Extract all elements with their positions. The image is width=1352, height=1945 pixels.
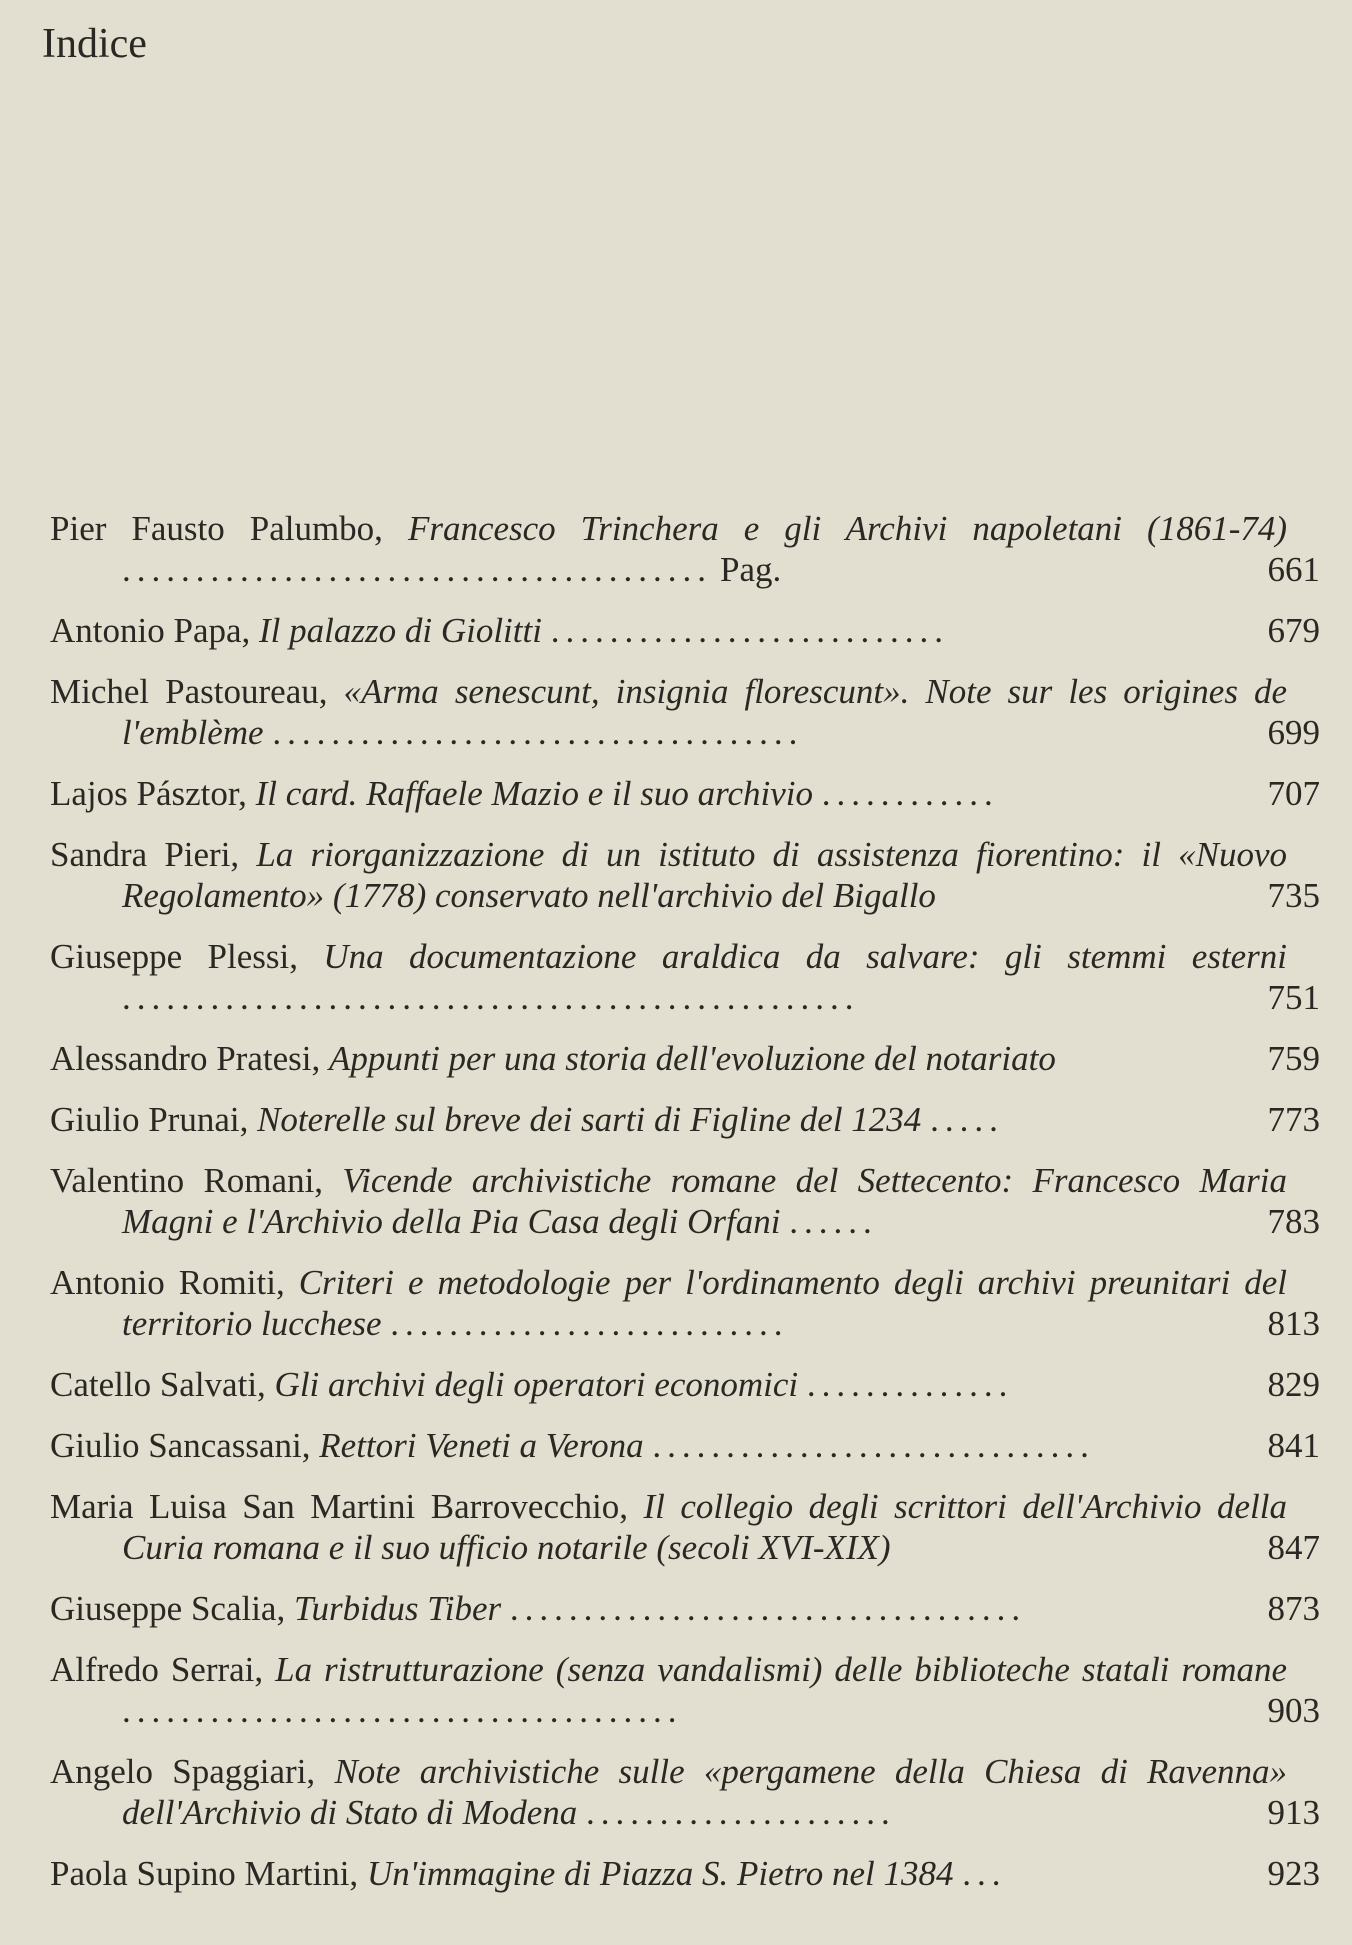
entry-title: Note archivistiche sulle «pergamene della Chiesa di Ravenna» dell'Archivio di Stato di Modena: [122, 1752, 1287, 1832]
page-number: 829: [1267, 1365, 1320, 1404]
entry-author: Maria Luisa San Martini Barrovecchio,: [50, 1487, 629, 1526]
entry-author: Giuseppe Plessi,: [50, 937, 298, 976]
page-title: Indice: [42, 21, 147, 67]
entry-title: Gli archivi degli operatori economici: [274, 1365, 799, 1404]
entry-title: Noterelle sul breve dei sarti di Figline del 1234: [257, 1100, 922, 1139]
entry-title: Turbidus Tiber: [293, 1589, 502, 1628]
entry-text: [50, 671, 1287, 753]
page-number: 913: [1267, 1793, 1320, 1832]
page-number: 759: [1267, 1039, 1320, 1078]
page-number: 847: [1267, 1528, 1320, 1567]
toc-entry: [50, 671, 1320, 753]
entry-text: [50, 1099, 1287, 1140]
entry-text: [50, 834, 1287, 916]
page-number: 841: [1267, 1426, 1320, 1465]
page-number: 873: [1267, 1589, 1320, 1628]
leader-dots: ......: [789, 1202, 878, 1241]
page-number: 903: [1267, 1691, 1320, 1730]
entry-author: Angelo Spaggiari,: [50, 1752, 316, 1791]
toc-entry: [50, 1262, 1320, 1344]
entry-text: [50, 1486, 1287, 1568]
toc-entry: [50, 610, 1320, 651]
toc-entry: [50, 1588, 1320, 1629]
page-number: 661: [1267, 550, 1320, 589]
page-number: 699: [1267, 713, 1320, 752]
entry-text: [50, 1588, 1287, 1629]
entry-author: Michel Pastoureau,: [50, 672, 328, 711]
leader-dots: .....: [930, 1100, 1004, 1139]
toc-entry: [50, 834, 1320, 916]
leader-dots: ......................................: [122, 1691, 683, 1730]
entry-text: [50, 1038, 1287, 1079]
entry-author: Antonio Romiti,: [50, 1263, 285, 1302]
page-number: 923: [1267, 1854, 1320, 1893]
leader-dots: ..............................: [652, 1426, 1095, 1465]
entry-text: [50, 1364, 1287, 1405]
entry-title: Il palazzo di Giolitti: [259, 611, 542, 650]
entry-author: Alfredo Serrai,: [50, 1650, 264, 1689]
entry-text: [50, 773, 1287, 814]
leader-dots: ...: [962, 1854, 1007, 1893]
entry-author: Catello Salvati,: [50, 1365, 266, 1404]
pag-label: Pag.: [720, 550, 782, 589]
entry-title: La ristrutturazione (senza vandalismi) delle biblioteche statali romane: [275, 1650, 1287, 1689]
entry-author: Giulio Prunai,: [50, 1100, 249, 1139]
toc-entry: [50, 1099, 1320, 1140]
entry-author: Alessandro Pratesi,: [50, 1039, 321, 1078]
toc-entry: [50, 936, 1320, 1018]
entry-text: [50, 1853, 1287, 1894]
leader-dots: ........................................: [122, 550, 712, 589]
leader-dots: ...........................: [550, 611, 949, 650]
entry-text: [50, 1160, 1287, 1242]
entry-title: Una documentazione araldica da salvare: gli stemmi esterni: [323, 937, 1287, 976]
toc-entry: [50, 1425, 1320, 1466]
entry-text: [50, 508, 1287, 590]
entry-title: Il collegio degli scrittori dell'Archivio della Curia romana e il suo ufficio notarile (secoli XVI-XIX): [122, 1487, 1287, 1567]
toc-entry: [50, 1751, 1320, 1833]
leader-dots: ...........................: [390, 1304, 789, 1343]
page-number: 783: [1267, 1202, 1320, 1241]
toc-entry: [50, 773, 1320, 814]
toc-entry: [50, 1649, 1320, 1731]
entry-text: [50, 936, 1287, 1018]
entry-author: Pier Fausto Palumbo,: [50, 509, 383, 548]
toc-entry: [50, 1038, 1320, 1079]
entry-title: Rettori Veneti a Verona: [319, 1426, 644, 1465]
leader-dots: ...................................: [509, 1589, 1027, 1628]
toc-entry: [50, 1853, 1320, 1894]
page-number: 751: [1267, 978, 1320, 1017]
entry-text: [50, 610, 1287, 651]
entry-author: Antonio Papa,: [50, 611, 251, 650]
entry-author: Giulio Sancassani,: [50, 1426, 311, 1465]
toc-entry: [50, 1160, 1320, 1242]
page-number: 679: [1267, 611, 1320, 650]
toc-entry: [50, 508, 1320, 590]
toc-entry: [50, 1364, 1320, 1405]
entry-author: Sandra Pieri,: [50, 835, 240, 874]
entry-author: Lajos Pásztor,: [50, 774, 247, 813]
page-number: 735: [1267, 876, 1320, 915]
entry-author: Giuseppe Scalia,: [50, 1589, 286, 1628]
entry-author: Paola Supino Martini,: [50, 1854, 359, 1893]
entry-title: La riorganizzazione di un istituto di assistenza fiorentino: il «Nuovo Regolamento» (1778) conservato nell'archivio del Bigallo: [122, 835, 1288, 915]
entry-author: Valentino Romani,: [50, 1161, 324, 1200]
entry-title: Criteri e metodologie per l'ordinamento degli archivi preunitari del territorio lucchese: [122, 1263, 1288, 1343]
entry-title: Vicende archivistiche romane del Settecento: Francesco Maria Magni e l'Archivio della Pia Casa degli Orfani: [122, 1161, 1288, 1241]
page-number: 773: [1267, 1100, 1320, 1139]
leader-dots: ..................................................: [122, 978, 860, 1017]
entry-text: [50, 1425, 1287, 1466]
entry-title: Un'immagine di Piazza S. Pietro nel 1384: [366, 1854, 954, 1893]
page-number: 813: [1267, 1304, 1320, 1343]
entry-text: [50, 1649, 1287, 1731]
leader-dots: ............: [821, 774, 999, 813]
leader-dots: ....................................: [272, 713, 804, 752]
entry-text: [50, 1262, 1287, 1344]
leader-dots: .....................: [586, 1793, 896, 1832]
entry-title: Francesco Trinchera e gli Archivi napoletani (1861-74): [407, 509, 1287, 548]
table-of-contents: [50, 508, 1320, 1914]
leader-dots: ..............: [806, 1365, 1014, 1404]
toc-entry: [50, 1486, 1320, 1568]
entry-text: [50, 1751, 1287, 1833]
entry-title: Il card. Raffaele Mazio e il suo archivio: [255, 774, 813, 813]
entry-title: «Arma senescunt, insignia florescunt». Note sur les origines de l'emblème: [122, 672, 1287, 752]
entry-title: Appunti per una storia dell'evoluzione del notariato: [328, 1039, 1056, 1078]
page-number: 707: [1267, 774, 1320, 813]
